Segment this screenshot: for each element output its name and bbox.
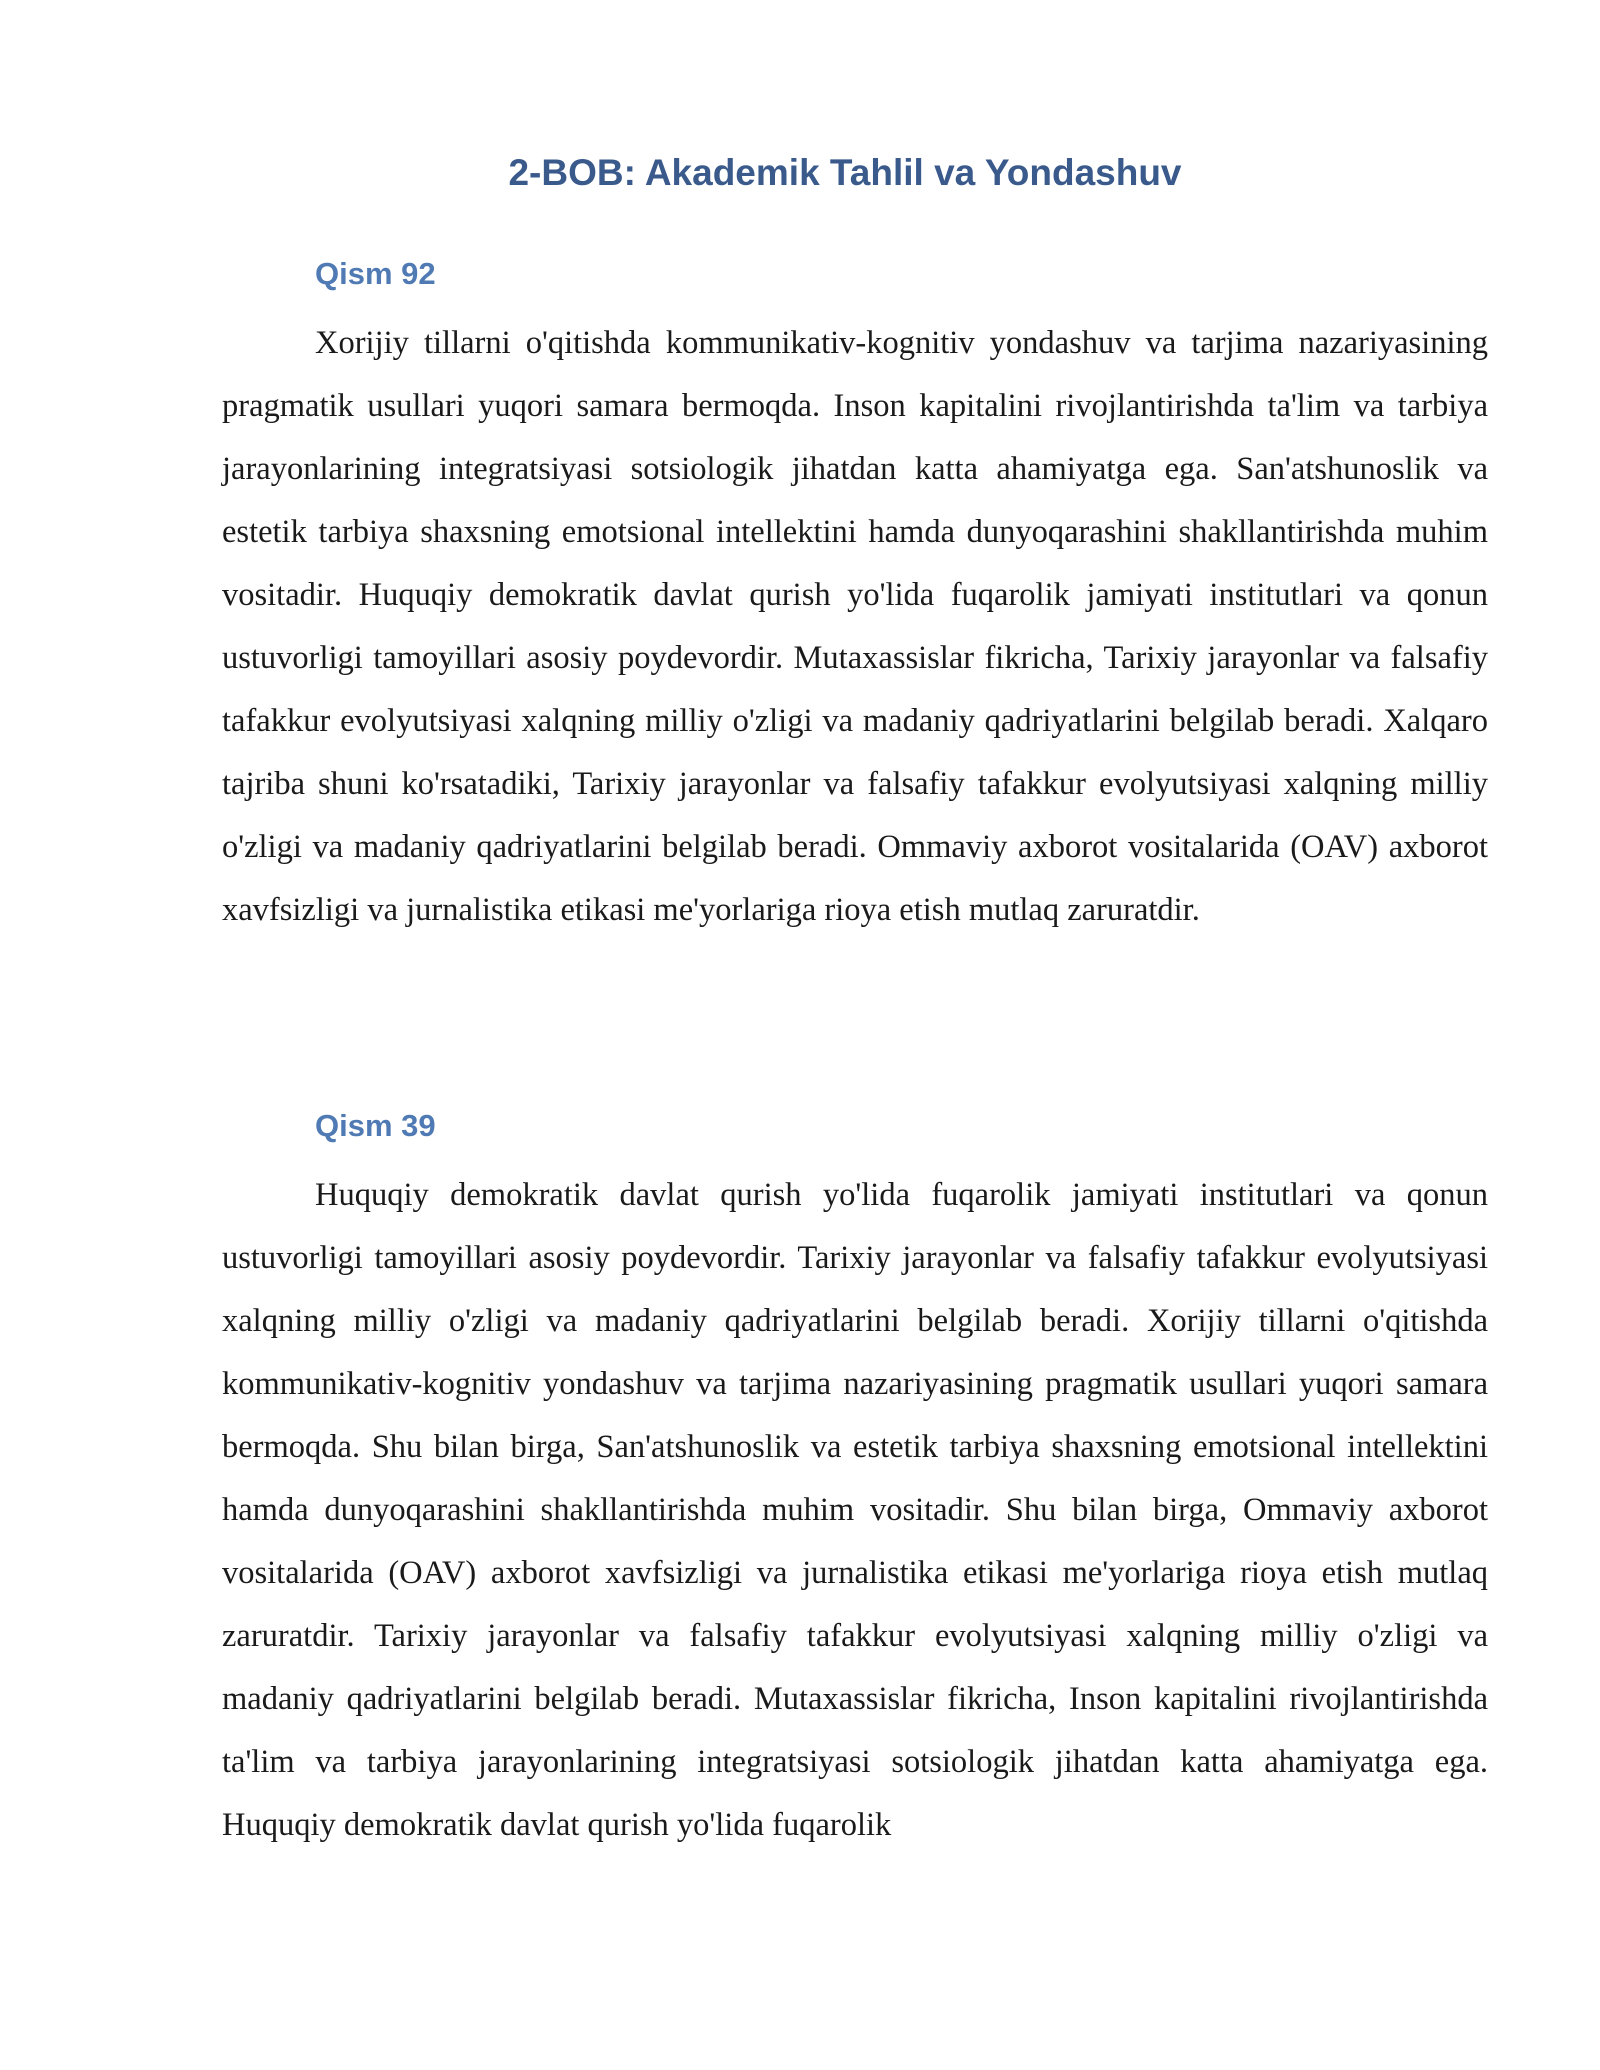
chapter-title-text: 2-BOB: Akademik Tahlil va Yondashuv (508, 152, 1182, 193)
section-paragraph: Xorijiy tillarni o'qitishda kommunikativ-kognitiv yondashuv va tarjima nazariyasining pragmatik usullari yuqori samara bermoqda. Inson kapitalini rivojlantirishda ta'lim va tarbiya jarayonlarining integratsiyasi sotsiologik jihatdan katta ahamiyatga ega. San'atshunoslik va estetik tarbiya shaxsning emotsional intellektini hamda dunyoqarashini shakllantirishda muhim vositadir. Huquqiy demokratik davlat qurish yo'lida fuqarolik jamiyati institutlari va qonun ustuvorligi tamoyillari asosiy poydevordir. Mutaxassislar fikricha, Tarixiy jarayonlar va falsafiy tafakkur evolyutsiyasi xalqning milliy o'zligi va madaniy qadriyatlarini belgilab beradi. Xalqaro tajriba shuni ko'rsatadiki, Tarixiy jarayonlar va falsafiy tafakkur evolyutsiyasi xalqning milliy o'zligi va madaniy qadriyatlarini belgilab beradi. Ommaviy axborot vositalarida (OAV) axborot xavfsizligi va jurnalistika etikasi me'yorlariga rioya etish mutlaq zaruratdir. (222, 325, 1488, 928)
section-heading: Qism 92 (315, 256, 436, 291)
chapter-title (0, 147, 1600, 199)
section-heading: Qism 39 (315, 1108, 436, 1143)
section-qism-92 (222, 252, 1488, 942)
section-qism-39 (222, 1104, 1488, 1857)
section-paragraph: Huquqiy demokratik davlat qurish yo'lida fuqarolik jamiyati institutlari va qonun ustuvorligi tamoyillari asosiy poydevordir. Tarixiy jarayonlar va falsafiy tafakkur evolyutsiyasi xalqning milliy o'zligi va madaniy qadriyatlarini belgilab beradi. Xorijiy tillarni o'qitishda kommunikativ-kognitiv yondashuv va tarjima nazariyasining pragmatik usullari yuqori samara bermoqda. Shu bilan birga, San'atshunoslik va estetik tarbiya shaxsning emotsional intellektini hamda dunyoqarashini shakllantirishda muhim vositadir. Shu bilan birga, Ommaviy axborot vositalarida (OAV) axborot xavfsizligi va jurnalistika etikasi me'yorlariga rioya etish mutlaq zaruratdir. Tarixiy jarayonlar va falsafiy tafakkur evolyutsiyasi xalqning milliy o'zligi va madaniy qadriyatlarini belgilab beradi. Mutaxassislar fikricha, Inson kapitalini rivojlantirishda ta'lim va tarbiya jarayonlarining integratsiyasi sotsiologik jihatdan katta ahamiyatga ega. Huquqiy demokratik davlat qurish yo'lida fuqarolik (222, 1177, 1488, 1843)
